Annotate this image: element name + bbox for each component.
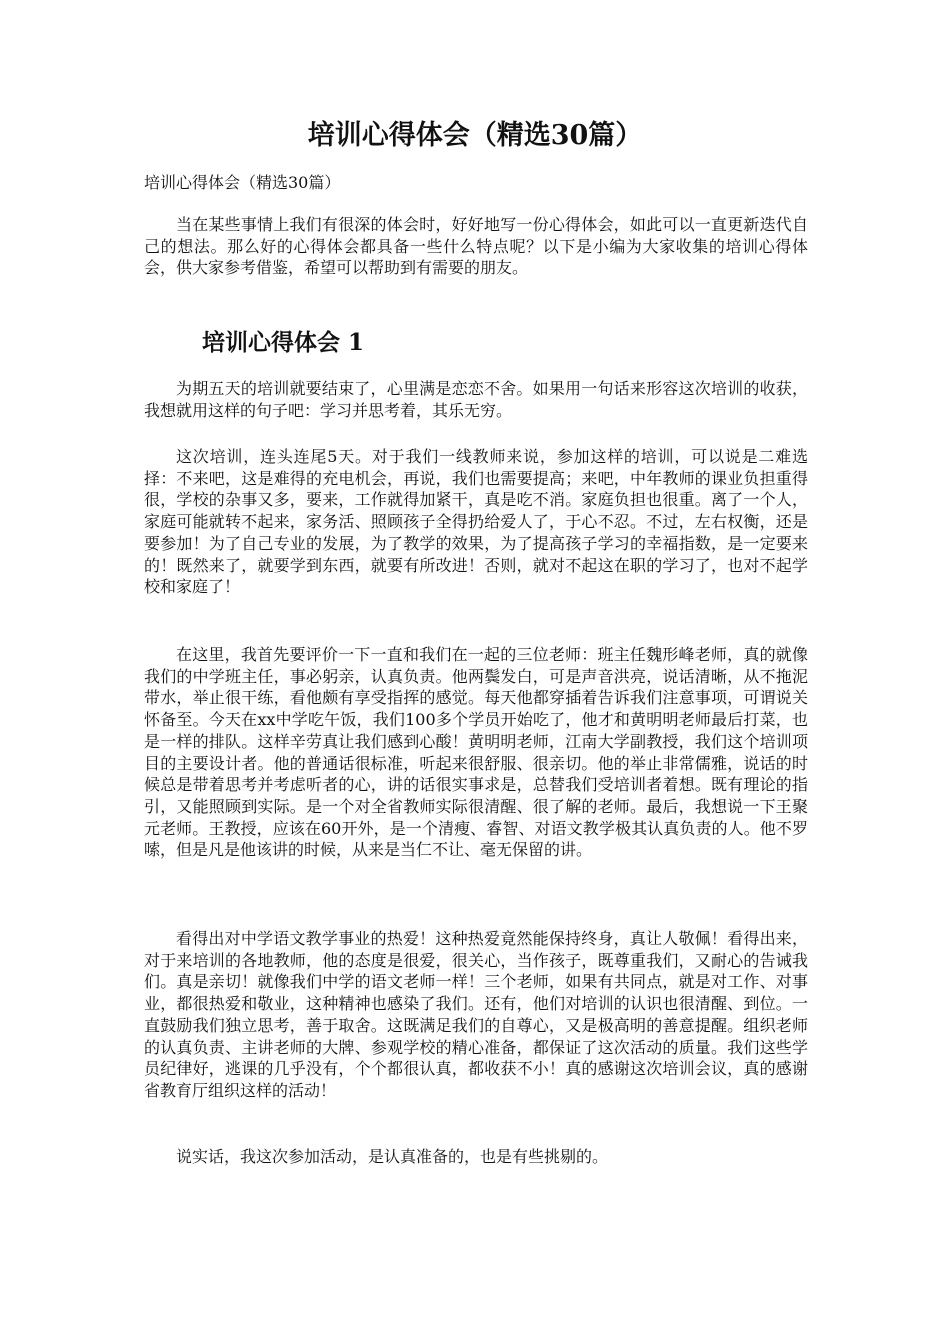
body-paragraph: 这次培训，连头连尾5天。对于我们一线教师来说，参加这样的培训，可以说是二难选择：不来吧，这是难得的充电机会，再说，我们也需要提高；来吧，中年教师的课业负担重得很，学校的杂事又多，要来，工作就得加紧干，真是吃不消。家庭负担也很重。离了一个人，家庭可能就转不起来，家务活、照顾孩子全得扔给爱人了，于心不忍。不过，左右权衡，还是要参加！为了自己专业的发展，为了教学的效果，为了提高孩子学习的幸福指数，是一定要来的！既然来了，就要学到东西，就要有所改进！否则，就对不起这在职的学习了，也对不起学校和家庭了！ xyxy=(144,447,808,597)
body-paragraph: 看得出对中学语文教学事业的热爱！这种热爱竟然能保持终身，真让人敬佩！看得出来，对于来培训的各地教师，他的态度是很爱，很关心，当作孩子，既尊重我们，又耐心的告诫我们。真是亲切！就像我们中学的语文老师一样！三个老师，如果有共同点，就是对工作、对事业，都很热爱和敬业，这种精神也感染了我们。还有，他们对培训的认识也很清醒、到位。一直鼓励我们独立思考，善于取舍。这既满足我们的自尊心，又是极高明的善意提醒。组织老师的认真负责、主讲老师的大牌、参观学校的精心准备，都保证了这次活动的质量。我们这些学员纪律好，逃课的几乎没有，个个都很认真，都收获不小！真的感谢这次培训会议，真的感谢省教育厅组织这样的活动！ xyxy=(144,929,808,1100)
body-paragraph: 在这里，我首先要评价一下一直和我们在一起的三位老师：班主任魏形峰老师，真的就像我们的中学班主任，事必躬亲，认真负责。他两鬓发白，可是声音洪亮，说话清晰，从不拖泥带水，举止很干练，看他颇有享受指挥的感觉。每天他都穿插着告诉我们注意事项，可谓说关怀备至。今天在xx中学吃午饭，我们100多个学员开始吃了，他才和黄明明老师最后打菜，也是一样的排队。这样辛劳真让我们感到心酸！黄明明老师，江南大学副教授，我们这个培训项目的主要设计者。他的普通话很标准，听起来很舒服、很亲切。他的举止非常儒雅，说话的时候总是带着思考并考虑听者的心，讲的话很实事求是，总替我们受培训者着想。既有理论的指引，又能照顾到实际。是一个对全省教师实际很清醒、很了解的老师。最后，我想说一下王聚元老师。王教授，应该在60开外，是一个清瘦、睿智、对语文教学极其认真负责的人。他不罗嗦，但是凡是他该讲的时候，从来是当仁不让、毫无保留的讲。 xyxy=(144,645,808,860)
document-title: 培训心得体会（精选30篇） xyxy=(307,120,643,151)
intro-paragraph: 当在某些事情上我们有很深的体会时，好好地写一份心得体会，如此可以一直更新迭代自己的想法。那么好的心得体会都具备一些什么特点呢？以下是小编为大家收集的培训心得体会，供大家参考借鉴，希望可以帮助到有需要的朋友。 xyxy=(144,215,808,278)
document-subtitle: 培训心得体会（精选30篇） xyxy=(144,173,341,192)
body-paragraph: 为期五天的培训就要结束了，心里满是恋恋不舍。如果用一句话来形容这次培训的收获，我想就用这样的句子吧：学习并思考着，其乐无穷。 xyxy=(144,379,808,420)
body-paragraph: 说实话，我这次参加活动，是认真准备的，也是有些挑剔的。 xyxy=(176,1147,609,1166)
section-heading: 培训心得体会 1 xyxy=(202,329,365,356)
